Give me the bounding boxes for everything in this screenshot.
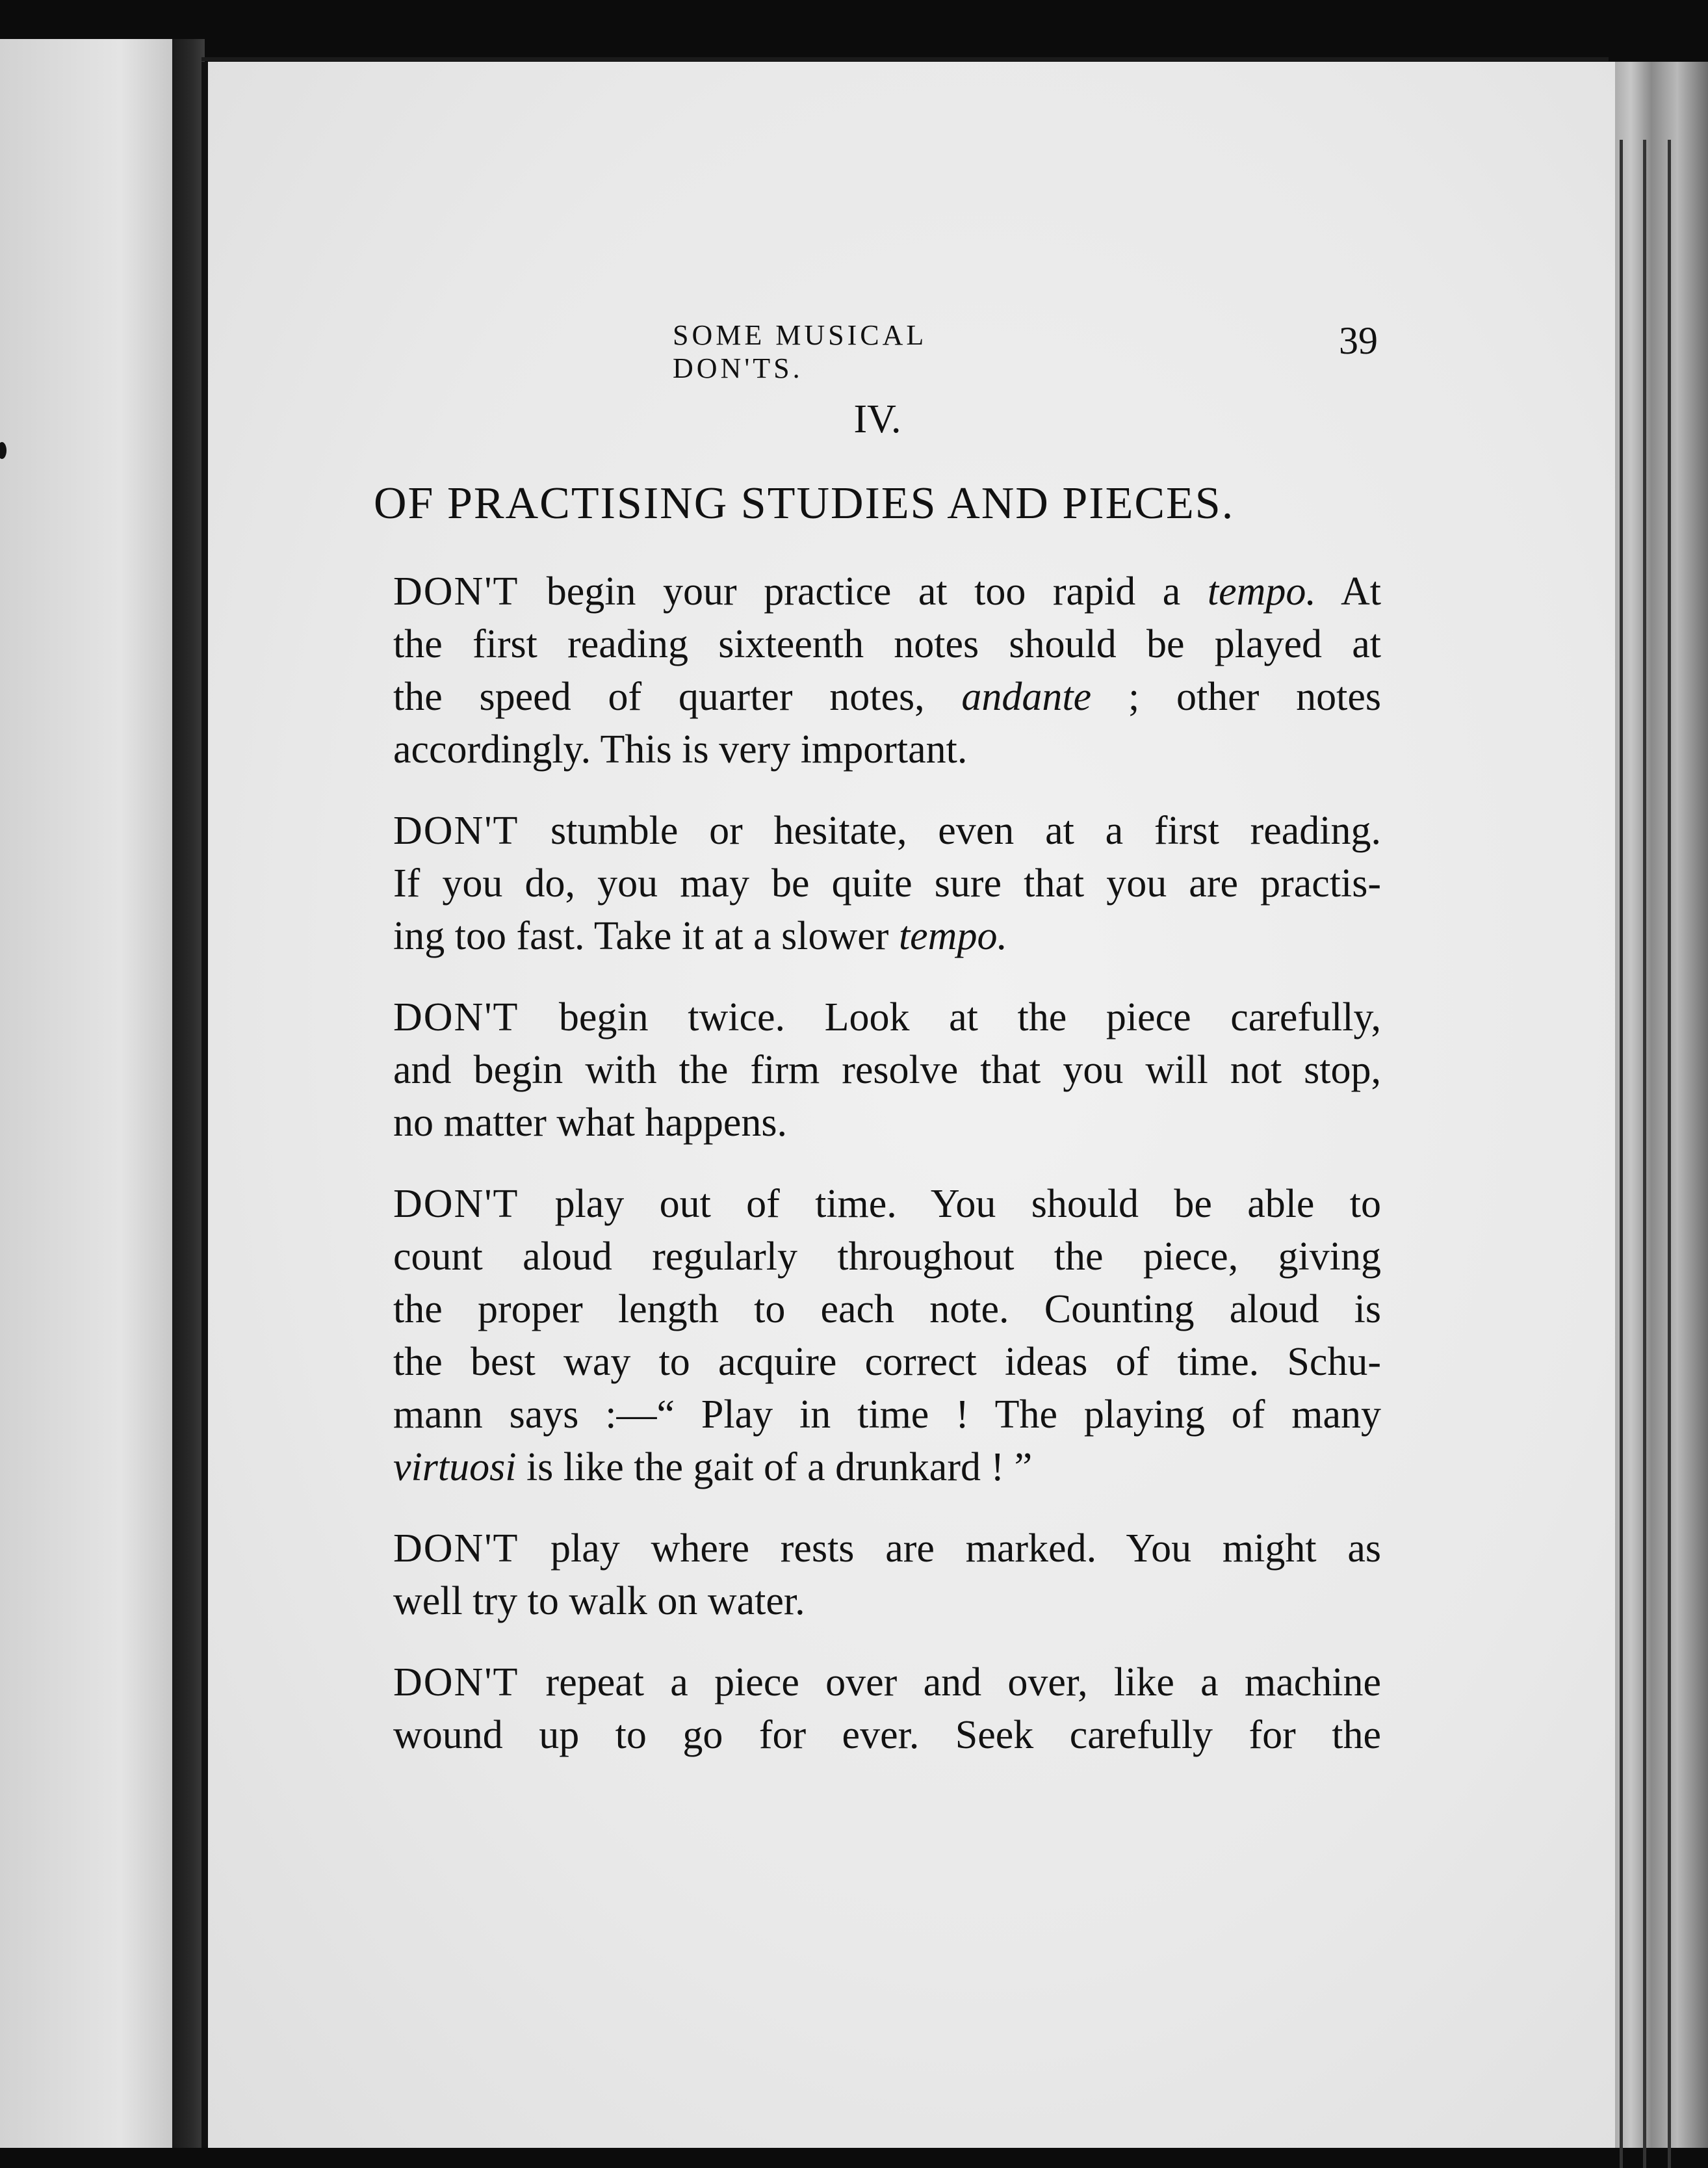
text-line: the best way to acquire correct ideas of time. Schu-	[393, 1340, 1381, 1384]
chapter-title: OF PRACTISING STUDIES AND PIECES.	[374, 478, 1235, 529]
page-edge-line	[1643, 140, 1646, 2168]
italic-word: virtuosi	[393, 1445, 517, 1489]
dont-lead: DON'T	[393, 569, 547, 614]
dont-lead: DON'T	[393, 1182, 555, 1226]
dont-lead: DON'T	[393, 809, 551, 853]
page-top-edge	[201, 57, 1609, 61]
text-line: the speed of quarter notes, andante ; other notes	[393, 675, 1381, 719]
chapter-number: IV.	[853, 397, 901, 441]
text-line: virtuosi is like the gait of a drunkard ! ”	[393, 1445, 1033, 1489]
body-text	[335, 566, 1381, 1790]
text-line: mann says :—“ Play in time ! The playing of many	[393, 1392, 1381, 1437]
paragraph	[335, 1522, 1381, 1628]
page-edges	[1605, 62, 1708, 2148]
text-line: the first reading sixteenth notes should be played at	[393, 622, 1381, 666]
text-line: well try to walk on water.	[393, 1579, 805, 1623]
text-line: DON'T play where rests are marked. You might as	[393, 1526, 1381, 1571]
text-line: accordingly. This is very important.	[393, 727, 968, 772]
italic-word: andante	[961, 675, 1092, 719]
paragraph	[335, 1656, 1381, 1762]
book-gutter	[172, 39, 205, 2148]
paragraph	[335, 566, 1381, 776]
italic-word: tempo.	[1207, 569, 1316, 614]
ink-mark	[0, 442, 6, 459]
text-line: DON'T repeat a piece over and over, like a machine	[393, 1660, 1381, 1704]
paragraph	[335, 991, 1381, 1149]
dont-lead: DON'T	[393, 995, 559, 1039]
dont-lead: DON'T	[393, 1526, 551, 1571]
facing-page-edge	[0, 39, 172, 2148]
text-line: no matter what happens.	[393, 1101, 788, 1145]
text-line: DON'T stumble or hesitate, even at a first reading.	[393, 809, 1381, 853]
page-edge-line	[1620, 140, 1623, 2168]
page-number: 39	[1339, 319, 1378, 362]
italic-word: tempo.	[898, 914, 1007, 958]
paragraph	[335, 805, 1381, 963]
text-line: DON'T begin your practice at too rapid a tempo. At	[393, 569, 1381, 614]
text-line: count aloud regularly throughout the piece, giving	[393, 1234, 1381, 1279]
page-edge-line	[1668, 140, 1671, 2168]
text-line: the proper length to each note. Counting aloud is	[393, 1287, 1381, 1331]
paragraph	[335, 1178, 1381, 1494]
text-line: wound up to go for ever. Seek carefully for the	[393, 1713, 1381, 1757]
text-line: If you do, you may be quite sure that you are practis-	[393, 861, 1381, 906]
text-line: DON'T begin twice. Look at the piece carefully,	[393, 995, 1382, 1039]
text-line: and begin with the firm resolve that you will not stop,	[393, 1048, 1381, 1092]
dont-lead: DON'T	[393, 1660, 546, 1704]
text-line: DON'T play out of time. You should be able to	[393, 1182, 1381, 1226]
running-head: SOME MUSICAL DON'TS.	[673, 319, 926, 384]
text-line: ing too fast. Take it at a slower tempo.	[393, 914, 1007, 958]
